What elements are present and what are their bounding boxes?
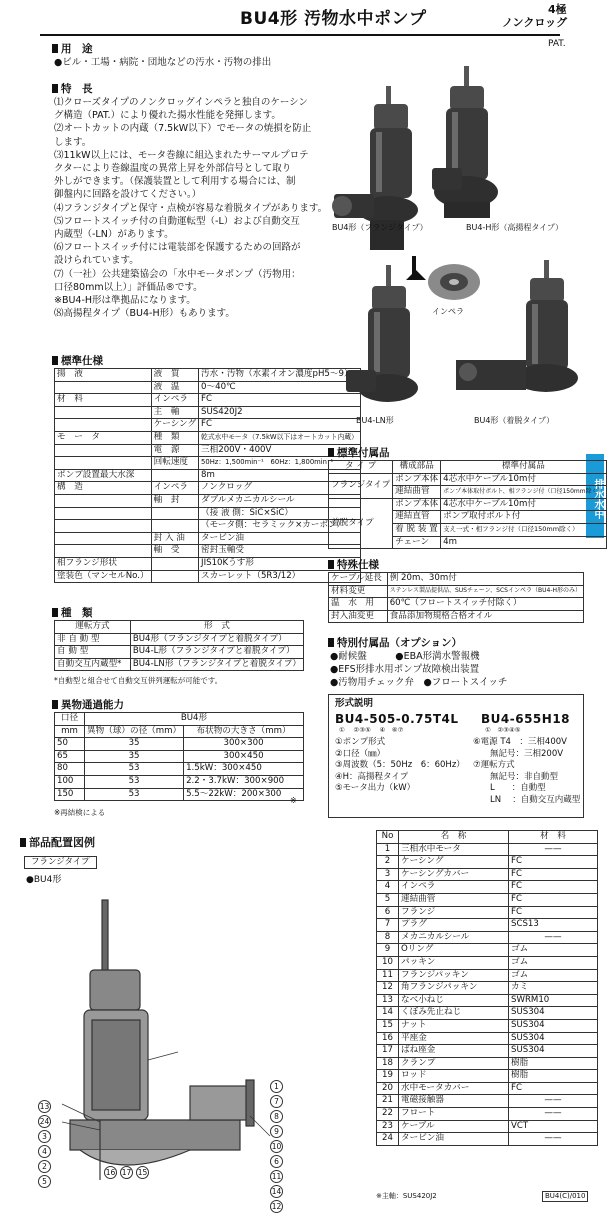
part-name: メカニカルシール bbox=[399, 931, 509, 944]
table-row: 封入油変更 食品添加物規格合格オイル bbox=[329, 610, 584, 623]
spec-item bbox=[151, 469, 198, 482]
table-row bbox=[55, 394, 361, 407]
table-row bbox=[377, 856, 598, 869]
spec-value: 8m bbox=[199, 469, 361, 482]
table-row bbox=[377, 994, 598, 1007]
feature-line: 口径80mm以上）」評価品®です。 bbox=[54, 281, 203, 293]
part-no: 9 bbox=[377, 944, 399, 957]
parts-header-row: No 名 称 材 料 bbox=[377, 831, 598, 844]
part-no: 7 bbox=[377, 919, 399, 932]
part-name: 平座金 bbox=[399, 1032, 509, 1045]
spec-item: 封 入 油 bbox=[151, 532, 198, 545]
part-name: クランプ bbox=[399, 1057, 509, 1070]
part-material: カミ bbox=[509, 982, 598, 995]
spec-value: SUS420J2 bbox=[199, 406, 361, 419]
table-row bbox=[377, 881, 598, 894]
spec-value: FC bbox=[199, 419, 361, 432]
part-material: FC bbox=[509, 893, 598, 906]
model-box bbox=[328, 694, 584, 818]
std-spec-heading: 標準仕様 bbox=[52, 354, 103, 368]
part-material: SWRM10 bbox=[509, 994, 598, 1007]
feature-line: 外しができます。（保護装置として利用する場合には、制 bbox=[54, 176, 296, 188]
spec-group bbox=[55, 545, 152, 558]
table-row: チェーン 4m bbox=[329, 536, 607, 549]
callout-number: 17 bbox=[121, 1168, 132, 1177]
page-code: BU4(C)/010 bbox=[542, 1191, 588, 1202]
spec-item bbox=[151, 557, 198, 570]
model-marks-2: ① ②③④⑤ bbox=[485, 726, 521, 734]
side-tab: 排水水中 bbox=[586, 454, 604, 538]
callout-number: 10 bbox=[271, 1142, 282, 1151]
pat-label: PAT. bbox=[548, 39, 566, 49]
part-name: ナット bbox=[399, 1019, 509, 1032]
spec-group bbox=[55, 406, 152, 419]
spec-group bbox=[55, 520, 152, 533]
spec-item bbox=[151, 570, 198, 583]
callout-number: 4 bbox=[38, 1145, 51, 1158]
part-no: 17 bbox=[377, 1045, 399, 1058]
table-row bbox=[55, 482, 361, 495]
spec-group bbox=[55, 494, 152, 507]
feature-line: グ構造（PAT.）により優れた揚水性能を発揮します。 bbox=[54, 110, 281, 122]
part-material: —— bbox=[509, 1095, 598, 1108]
feature-line: ※BU4-H形は準拠品になります。 bbox=[54, 295, 196, 307]
table-row bbox=[55, 457, 361, 470]
callouts-right bbox=[270, 1080, 283, 1215]
option-line: ●耐候盤 ●EBA形満水警報機 bbox=[330, 651, 480, 662]
table-row bbox=[377, 1057, 598, 1070]
kinds-heading: 種 類 bbox=[52, 606, 93, 620]
part-name: フランジパッキン bbox=[399, 969, 509, 982]
part-name: フロート bbox=[399, 1108, 509, 1121]
part-no: 14 bbox=[377, 1007, 399, 1020]
spec-item: 回転速度 bbox=[151, 457, 198, 470]
part-material: ゴム bbox=[509, 969, 598, 982]
callout-number: 15 bbox=[137, 1168, 148, 1177]
special-table bbox=[328, 572, 584, 623]
part-name: 電磁接触器 bbox=[399, 1095, 509, 1108]
spec-value: ノンクロッグ bbox=[199, 482, 361, 495]
part-material: FC bbox=[509, 906, 598, 919]
spec-value: スカーレット（5R3/12） bbox=[199, 570, 361, 583]
spec-group: ポンプ設置最大水深 bbox=[55, 469, 152, 482]
spec-item: 電 源 bbox=[151, 444, 198, 457]
usage-heading: 用 途 bbox=[52, 42, 93, 56]
part-name: インペラ bbox=[399, 881, 509, 894]
table-row: 非 自 動 型 BU4形（フランジタイプと着脱タイプ） bbox=[55, 633, 304, 646]
parts-sub: ●BU4形 bbox=[26, 875, 62, 885]
kinds-table bbox=[54, 620, 304, 671]
part-name: パッキン bbox=[399, 956, 509, 969]
feature-line: ⑻高揚程タイプ（BU4-H形）もあります。 bbox=[54, 308, 235, 320]
header-rule bbox=[40, 34, 560, 36]
caption-detach: BU4形（着脱タイプ） bbox=[474, 416, 555, 425]
table-row: 連結直管 ポンプ取付ボルト付 bbox=[329, 511, 607, 524]
caption-impeller: インペラ bbox=[432, 307, 464, 316]
part-material: 樹脂 bbox=[509, 1057, 598, 1070]
part-material: —— bbox=[509, 1108, 598, 1121]
model-marks-1: ① ②③⑤ ④ ⑥⑦ bbox=[339, 726, 404, 734]
table-row bbox=[55, 406, 361, 419]
part-name: フランジ bbox=[399, 906, 509, 919]
part-material: 樹脂 bbox=[509, 1070, 598, 1083]
spec-item: インペラ bbox=[151, 482, 198, 495]
spec-value: ダブルメカニカルシール bbox=[199, 494, 361, 507]
spec-group: モ ー タ bbox=[55, 431, 152, 444]
table-row bbox=[55, 532, 361, 545]
table-row: 150 53 5.5～22kW：200×300 bbox=[55, 788, 304, 801]
option-line: ●EFS形排水用ポンプ故障検出装置 bbox=[330, 664, 480, 676]
callout-number: 2 bbox=[38, 1160, 51, 1173]
callout-number: 9 bbox=[270, 1125, 283, 1138]
table-row bbox=[55, 419, 361, 432]
table-row bbox=[377, 1095, 598, 1108]
accessories-heading: 標準付属品 bbox=[328, 446, 390, 460]
spec-value: 汚水・汚物（水素イオン濃度pH5～9） bbox=[199, 369, 361, 382]
passing-heading: 異物通過能力 bbox=[52, 698, 124, 712]
spec-item: 軸 受 bbox=[151, 545, 198, 558]
part-no: 6 bbox=[377, 906, 399, 919]
feature-line: ⑸フロートスイッチ付の自動運転型（-L）および自動交互 bbox=[54, 215, 300, 227]
spec-value: 0～40℃ bbox=[199, 381, 361, 394]
callout-number: 12 bbox=[271, 1202, 282, 1211]
options-list bbox=[330, 650, 507, 690]
spec-group: 材 料 bbox=[55, 394, 152, 407]
table-row bbox=[55, 381, 361, 394]
part-material: —— bbox=[509, 931, 598, 944]
table-row: 100 53 2.2・3.7kW：300×900 bbox=[55, 775, 304, 788]
spec-item: 軸 封 bbox=[151, 494, 198, 507]
table-row bbox=[377, 868, 598, 881]
callout-number: 7 bbox=[270, 1095, 283, 1108]
callouts-left bbox=[38, 1100, 51, 1190]
table-row bbox=[377, 843, 598, 856]
spec-group bbox=[55, 444, 152, 457]
part-material: SCS13 bbox=[509, 919, 598, 932]
caption-ln: BU4-LN形 bbox=[356, 416, 394, 425]
part-no: 11 bbox=[377, 969, 399, 982]
spec-value: 乾式水中モータ（7.5kW以下はオートカット内蔵） bbox=[199, 431, 361, 444]
part-no: 23 bbox=[377, 1120, 399, 1133]
spec-item: 主 軸 bbox=[151, 406, 198, 419]
spec-group bbox=[55, 457, 152, 470]
option-line: ●汚物用チェック弁 ●フロートスイッチ bbox=[330, 677, 508, 689]
part-material: SUS304 bbox=[509, 1045, 598, 1058]
part-material: SUS304 bbox=[509, 1019, 598, 1032]
table-row bbox=[377, 1019, 598, 1032]
part-no: 24 bbox=[377, 1133, 399, 1146]
model-example-1: BU4-505-0.75T4L bbox=[335, 712, 459, 726]
table-row: 連結曲管 ポンプ本体取付ボルト、相フランジ付（口径150mm除く） bbox=[329, 486, 607, 499]
callout-number: 5 bbox=[38, 1175, 51, 1188]
spec-item: 液 温 bbox=[151, 381, 198, 394]
part-no: 20 bbox=[377, 1082, 399, 1095]
part-no: 13 bbox=[377, 994, 399, 1007]
part-no: 5 bbox=[377, 893, 399, 906]
feature-line: 内蔵型（-LN）があります。 bbox=[54, 229, 174, 241]
table-row: ケーブル延長 例 20m、30m付 bbox=[329, 573, 584, 586]
parts-note: ※主軸：SUS420J2 bbox=[376, 1192, 437, 1200]
spec-item: インペラ bbox=[151, 394, 198, 407]
feature-line: クターにより巻線温度の異常上昇を外部信号として取り bbox=[54, 163, 292, 175]
part-material: VCT bbox=[509, 1120, 598, 1133]
table-row bbox=[377, 956, 598, 969]
table-row bbox=[377, 931, 598, 944]
table-row: 自 動 型 BU4-L形（フランジタイプと着脱タイプ） bbox=[55, 646, 304, 659]
callout-number: 3 bbox=[38, 1130, 51, 1143]
table-row bbox=[377, 1120, 598, 1133]
table-row: 80 53 1.5kW：300×450 bbox=[55, 763, 304, 776]
table-row bbox=[377, 919, 598, 932]
part-name: 三相水中モータ bbox=[399, 843, 509, 856]
part-material: FC bbox=[509, 856, 598, 869]
part-no: 12 bbox=[377, 982, 399, 995]
spec-value: 密封玉軸受 bbox=[199, 545, 361, 558]
parts-table bbox=[376, 830, 598, 1146]
table-row bbox=[55, 545, 361, 558]
table-row bbox=[377, 1133, 598, 1146]
page-title: BU4形 汚物水中ポンプ bbox=[240, 9, 427, 29]
product-photos bbox=[326, 60, 596, 440]
parts-heading: 部品配置図例 bbox=[20, 836, 95, 851]
table-row bbox=[55, 431, 361, 444]
callout-number: 1 bbox=[270, 1080, 283, 1093]
part-no: 19 bbox=[377, 1070, 399, 1083]
callout-number: 6 bbox=[270, 1155, 283, 1168]
feature-line: します。 bbox=[54, 136, 92, 148]
table-row: 材料変更 ステンレス製品提供品、SUSチェーン、SCSインペラ（BU4-H形のみ） bbox=[329, 585, 584, 598]
spec-group bbox=[55, 532, 152, 545]
spec-group bbox=[55, 381, 152, 394]
part-material: —— bbox=[509, 1133, 598, 1146]
part-name: タービン油 bbox=[399, 1133, 509, 1146]
spec-item bbox=[151, 520, 198, 533]
table-row bbox=[55, 494, 361, 507]
table-row bbox=[377, 1070, 598, 1083]
table-row bbox=[55, 444, 361, 457]
spec-group bbox=[55, 419, 152, 432]
part-name: 水中モータカバー bbox=[399, 1082, 509, 1095]
part-no: 15 bbox=[377, 1019, 399, 1032]
table-row: 65 35 300×450 bbox=[55, 750, 304, 763]
callouts-bottom bbox=[104, 1166, 152, 1180]
table-row: 50 35 300×300 bbox=[55, 738, 304, 751]
callout-number: 11 bbox=[271, 1172, 282, 1181]
kinds-col-mode: 運転方式 bbox=[55, 621, 131, 634]
feature-line: 設けられています。 bbox=[54, 255, 139, 267]
spec-group: 揚 液 bbox=[55, 369, 152, 382]
spec-value: JIS10Kうす形 bbox=[199, 557, 361, 570]
callout-number: 16 bbox=[105, 1168, 116, 1177]
part-material: FC bbox=[509, 1082, 598, 1095]
spec-group: 相フランジ形状 bbox=[55, 557, 152, 570]
spec-item bbox=[151, 507, 198, 520]
features-list bbox=[54, 96, 327, 320]
part-name: ロッド bbox=[399, 1070, 509, 1083]
part-material: ゴム bbox=[509, 944, 598, 957]
part-name: 角フランジパッキン bbox=[399, 982, 509, 995]
options-heading: 特別付属品（オプション） bbox=[328, 636, 462, 650]
table-row: フランジタイプ ポンプ本体 4芯水中ケーブル10m付 bbox=[329, 473, 607, 486]
model-heading: 形式説明 bbox=[335, 698, 374, 709]
part-name: Oリング bbox=[399, 944, 509, 957]
part-no: 2 bbox=[377, 856, 399, 869]
part-material: ゴム bbox=[509, 956, 598, 969]
special-heading: 特殊仕様 bbox=[328, 558, 379, 572]
part-name: 連結曲管 bbox=[399, 893, 509, 906]
table-row bbox=[377, 969, 598, 982]
part-material: FC bbox=[509, 881, 598, 894]
usage-text: ●ビル・工場・病院・団地などの汚水・汚物の排出 bbox=[54, 57, 272, 68]
part-name: なべ小ねじ bbox=[399, 994, 509, 1007]
spec-group: 塗装色（マンセルNo.） bbox=[55, 570, 152, 583]
table-row bbox=[377, 1045, 598, 1058]
feature-line: ⑷フランジタイプと保守・点検が容易な着脱タイプがあります。 bbox=[54, 202, 328, 214]
part-name: ケーシング bbox=[399, 856, 509, 869]
part-material: —— bbox=[509, 843, 598, 856]
table-row: 温 水 用 60℃（フロートスイッチ付除く） bbox=[329, 598, 584, 611]
part-no: 21 bbox=[377, 1095, 399, 1108]
features-heading: 特 長 bbox=[52, 82, 93, 96]
kinds-note: *自動型と組合せて自動交互併列運転が可能です。 bbox=[54, 676, 223, 685]
table-row: 自動交互内蔵型* BU4-LN形（フランジタイプと着脱タイプ） bbox=[55, 658, 304, 671]
passing-note: ※再結検による bbox=[54, 808, 106, 817]
table-row bbox=[55, 520, 361, 533]
table-row: 着 脱 装 置 支え一式・相フランジ付（口径150mm除く） bbox=[329, 523, 607, 536]
table-row bbox=[377, 1108, 598, 1121]
std-spec-table bbox=[54, 368, 361, 583]
kinds-col-model: 形 式 bbox=[130, 621, 303, 634]
table-row bbox=[55, 507, 361, 520]
spec-item: ケーシング bbox=[151, 419, 198, 432]
feature-line: ⑵オートカットの内蔵（7.5kW以下）でモータの焼損を防止 bbox=[54, 123, 312, 135]
part-material: SUS304 bbox=[509, 1032, 598, 1045]
part-name: ばね座金 bbox=[399, 1045, 509, 1058]
spec-value: （接 液 側：SiC×SiC） bbox=[199, 507, 361, 520]
caption-high: BU4-H形（高揚程タイプ） bbox=[466, 223, 564, 232]
table-row bbox=[377, 982, 598, 995]
callout-number: 24 bbox=[39, 1117, 50, 1126]
spec-value: タービン油 bbox=[199, 532, 361, 545]
table-row bbox=[377, 1032, 598, 1045]
poles-label: 4極 bbox=[548, 3, 567, 16]
spec-item: 液 質 bbox=[151, 369, 198, 382]
part-no: 1 bbox=[377, 843, 399, 856]
table-row bbox=[377, 893, 598, 906]
feature-line: ⑹フロートスイッチ付には電装部を保護するための回路が bbox=[54, 242, 301, 254]
spec-value: （モータ側：セラミック×カーボン） bbox=[199, 520, 361, 533]
spec-value: 三相200V・400V bbox=[199, 444, 361, 457]
callout-number: 14 bbox=[271, 1187, 282, 1196]
table-row: 着脱タイプ ポンプ本体 4芯水中ケーブル10m付 bbox=[329, 498, 607, 511]
part-no: 10 bbox=[377, 956, 399, 969]
passing-table: 口径 BU4形 mm 異物（球）の径（mm） 布状物の大きさ（mm） 50 35 300×300 65 35 300×450 80 53 1.5kW：300×450 100 53 2.2・3.7kW：300×900 150 53 5.5～22kW：200×300 bbox=[54, 712, 304, 801]
spec-item: 種 類 bbox=[151, 431, 198, 444]
model-legend-right: ⑥電源 T4 ：三相400V 無記号：三相200V ⑦運転方式 無記号：非自動型 L ：自動型 LN ：自動交互内蔵型 bbox=[473, 737, 581, 805]
table-row bbox=[377, 944, 598, 957]
impeller-image bbox=[428, 264, 480, 300]
part-no: 4 bbox=[377, 881, 399, 894]
feature-line: ⑶11kW以上には、モータ巻線に組込まれたサーマルプロテ bbox=[54, 149, 309, 161]
feature-line: 御盤内に回路を設けてください。） bbox=[54, 189, 202, 201]
parts-tag: フランジタイプ bbox=[24, 856, 97, 869]
caption-flange: BU4形（フランジタイプ） bbox=[332, 223, 428, 232]
table-row bbox=[377, 1082, 598, 1095]
part-no: 18 bbox=[377, 1057, 399, 1070]
part-no: 22 bbox=[377, 1108, 399, 1121]
model-legend-left: ①ポンプ形式 ②口径（㎜） ③周波数（5：50Hz 6：60Hz） ④H：高揚程タイプ ⑤モータ出力（kW） bbox=[335, 737, 465, 793]
accessories-table: タ イ プ 構成部品 標準付属品 フランジタイプ ポンプ本体 4芯水中ケーブル10m付 連結曲管 ポンプ本体取付ボルト、相フランジ付（口径150mm除く） 着脱タイプ ポンプ本体 4芯水中ケーブル10m付 連結直管 ポンプ取付ボルト付 着 脱 装 置 支え一式・相フランジ付（口径150mm除く） チェーン 4m bbox=[328, 460, 607, 549]
model-example-2: BU4-655H18 bbox=[481, 712, 571, 726]
table-row bbox=[55, 469, 361, 482]
spec-group bbox=[55, 507, 152, 520]
part-material: FC bbox=[509, 868, 598, 881]
part-no: 8 bbox=[377, 931, 399, 944]
table-row bbox=[55, 557, 361, 570]
part-name: くぼみ先止ねじ bbox=[399, 1007, 509, 1020]
part-no: 16 bbox=[377, 1032, 399, 1045]
spec-value: FC bbox=[199, 394, 361, 407]
passing-mark: ※ bbox=[290, 796, 297, 805]
table-row bbox=[55, 570, 361, 583]
table-row bbox=[377, 906, 598, 919]
type-label: ノンクロッグ bbox=[502, 16, 568, 29]
part-name: ケーシングカバー bbox=[399, 868, 509, 881]
callout-number: 8 bbox=[270, 1110, 283, 1123]
part-no: 3 bbox=[377, 868, 399, 881]
part-name: ケーブル bbox=[399, 1120, 509, 1133]
table-row bbox=[55, 369, 361, 382]
pump-high-head-image bbox=[432, 66, 498, 218]
callout-number: 13 bbox=[39, 1102, 50, 1111]
table-row bbox=[377, 1007, 598, 1020]
part-material: SUS304 bbox=[509, 1007, 598, 1020]
spec-value: 50Hz：1,500min⁻¹ 60Hz：1,800min⁻¹ bbox=[199, 457, 361, 470]
part-name: プラグ bbox=[399, 919, 509, 932]
feature-line: ⑴クローズタイプのノンクロッグインペラと独自のケーシン bbox=[54, 97, 308, 108]
feature-line: ⑺（一社）公共建築協会の「水中モータポンプ（汚物用： bbox=[54, 268, 301, 280]
spec-group: 構 造 bbox=[55, 482, 152, 495]
